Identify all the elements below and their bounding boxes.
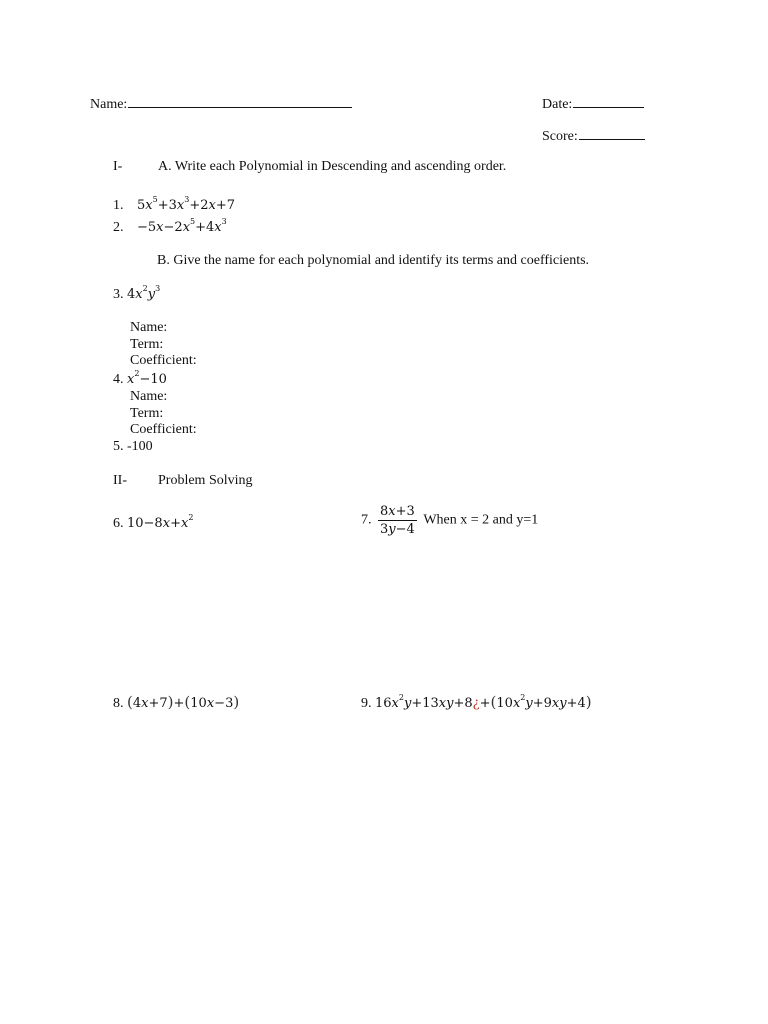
question-1-number: 1. <box>113 198 124 213</box>
score-blank[interactable] <box>579 127 645 140</box>
question-9 <box>361 695 592 711</box>
question-9-number: 9. <box>361 696 372 711</box>
question-3 <box>113 284 161 302</box>
score-field[interactable] <box>542 127 645 144</box>
q4-coefficient-field: Coefficient: <box>130 422 197 437</box>
question-5: 5. -100 <box>113 439 153 454</box>
question-6-number: 6. <box>113 516 124 531</box>
date-field[interactable] <box>542 95 644 112</box>
date-blank[interactable] <box>573 95 644 108</box>
question-7-condition: When x = 2 and y=1 <box>423 512 539 528</box>
question-4-expression: $x^2-10$ <box>127 369 167 387</box>
question-2-expression: $-5x-2x^5+4x^3$ <box>137 217 227 235</box>
question-4-number: 4. <box>113 372 124 387</box>
question-1 <box>113 195 236 213</box>
question-3-expression: $4x^2y^3$ <box>127 284 161 302</box>
question-1-expression: $5x^5+3x^3+2x+7$ <box>137 195 236 213</box>
question-7-number: 7. <box>361 512 372 528</box>
question-2-number: 2. <box>113 220 124 235</box>
part-b-instruction: B. Give the name for each polynomial and identify its terms and coefficients. <box>157 253 590 268</box>
score-label: Score: <box>542 129 578 144</box>
question-3-number: 3. <box>113 287 124 302</box>
q3-term-field: Term: <box>130 337 164 352</box>
question-6 <box>113 513 194 531</box>
section-2-numeral: II- <box>113 473 127 488</box>
q3-coefficient-field: Coefficient: <box>130 353 197 368</box>
section-2-title: Problem Solving <box>158 473 253 488</box>
name-blank[interactable] <box>128 95 352 108</box>
question-8 <box>113 695 239 711</box>
question-2 <box>113 217 227 235</box>
question-7 <box>361 505 538 536</box>
question-8-expression: (4x+7)+(10x−3) <box>127 693 240 711</box>
question-4 <box>113 369 167 387</box>
q4-name-field: Name: <box>130 389 168 404</box>
name-label: Name: <box>90 97 128 112</box>
q4-term-field: Term: <box>130 406 164 421</box>
question-7-fraction: $\frac{8x+3}{3y-4}$ <box>380 504 415 537</box>
part-a-instruction: A. Write each Polynomial in Descending and ascending order. <box>158 159 507 174</box>
date-label: Date: <box>542 97 573 112</box>
question-8-number: 8. <box>113 696 124 711</box>
q3-name-field: Name: <box>130 320 168 335</box>
inverted-question-mark-glyph: ¿ <box>472 696 480 711</box>
question-6-expression: $10-8x+x^2$ <box>127 513 194 531</box>
section-1-numeral: I- <box>113 159 123 174</box>
question-9-expression: $16x^2y+13xy+8¿+(10x^2y+9xy+4)$ <box>375 693 592 711</box>
name-field[interactable] <box>90 95 352 112</box>
